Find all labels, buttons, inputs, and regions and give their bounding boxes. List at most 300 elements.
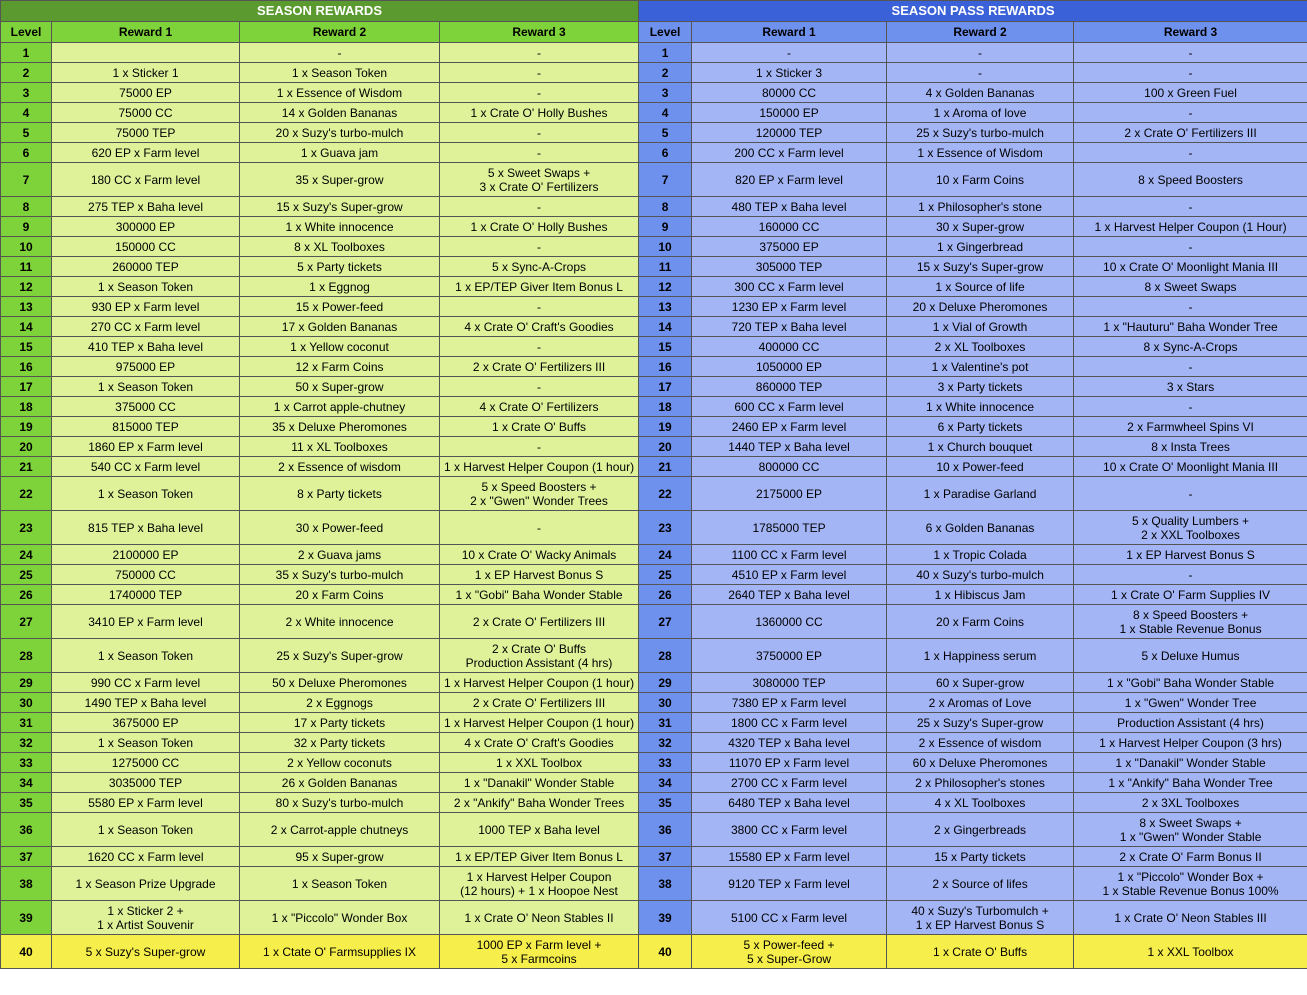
table-row [1,337,1307,357]
table-row [1,753,1307,773]
pass-reward2-cell: - [887,63,1074,83]
pass-level-cell: 22 [639,477,692,511]
pass-level-cell: 20 [639,437,692,457]
pass-level-cell: 14 [639,317,692,337]
season-reward1-cell: 1 x Season Token [52,477,240,511]
pass-reward2-cell: 1 x Philosopher's stone [887,197,1074,217]
pass-reward3-cell: 100 x Green Fuel [1074,83,1307,103]
pass-reward3-cell: Production Assistant (4 hrs) [1074,713,1307,733]
pass-reward1-cell: 480 TEP x Baha level [692,197,887,217]
pass-reward2-cell: 4 x Golden Bananas [887,83,1074,103]
season-reward1-cell: 3035000 TEP [52,773,240,793]
season-level-header: Level [1,22,52,43]
season-reward2-cell: 8 x Party tickets [240,477,440,511]
pass-reward3-cell: 8 x Speed Boosters + 1 x Stable Revenue Bonus [1074,605,1307,639]
pass-reward3-cell: - [1074,197,1307,217]
pass-level-cell: 9 [639,217,692,237]
season-reward2-cell: 15 x Power-feed [240,297,440,317]
pass-reward2-cell: 1 x Tropic Colada [887,545,1074,565]
pass-reward2-cell: 30 x Super-grow [887,217,1074,237]
pass-reward3-cell: - [1074,565,1307,585]
season-rewards-banner: SEASON REWARDS [1,1,639,22]
pass-reward1-cell: 200 CC x Farm level [692,143,887,163]
season-reward2-cell: 2 x Yellow coconuts [240,753,440,773]
season-reward3-cell: 4 x Crate O' Craft's Goodies [440,317,639,337]
season-reward1-cell: 5 x Suzy's Super-grow [52,935,240,969]
season-level-cell: 28 [1,639,52,673]
season-level-cell: 20 [1,437,52,457]
season-reward3-cell: 1000 TEP x Baha level [440,813,639,847]
table-row [1,773,1307,793]
pass-reward1-cell: 860000 TEP [692,377,887,397]
season-reward1-cell: 75000 CC [52,103,240,123]
pass-reward3-cell: 8 x Sweet Swaps + 1 x "Gwen" Wonder Stable [1074,813,1307,847]
pass-reward3-cell: 1 x EP Harvest Bonus S [1074,545,1307,565]
season-level-cell: 26 [1,585,52,605]
season-reward3-cell: - [440,43,639,63]
season-reward3-cell: - [440,143,639,163]
table-row [1,317,1307,337]
table-row [1,639,1307,673]
season-level-cell: 6 [1,143,52,163]
season-level-cell: 16 [1,357,52,377]
table-row [1,63,1307,83]
season-reward3-cell: 2 x "Ankify" Baha Wonder Trees [440,793,639,813]
season-reward2-cell: 1 x Eggnog [240,277,440,297]
season-reward2-cell: 11 x XL Toolboxes [240,437,440,457]
season-reward1-cell: 750000 CC [52,565,240,585]
season-level-cell: 21 [1,457,52,477]
pass-reward3-cell: - [1074,477,1307,511]
table-row [1,143,1307,163]
pass-reward3-cell: 1 x "Ankify" Baha Wonder Tree [1074,773,1307,793]
pass-level-cell: 27 [639,605,692,639]
pass-reward2-cell: 15 x Party tickets [887,847,1074,867]
season-reward2-cell: 15 x Suzy's Super-grow [240,197,440,217]
season-reward1-cell: 150000 CC [52,237,240,257]
pass-reward3-cell: 1 x "Piccolo" Wonder Box + 1 x Stable Revenue Bonus 100% [1074,867,1307,901]
season-reward2-cell: 1 x Yellow coconut [240,337,440,357]
banner-row [1,1,1307,22]
season-reward1-cell: 1490 TEP x Baha level [52,693,240,713]
season-reward3-cell: 2 x Crate O' Fertilizers III [440,693,639,713]
pass-reward1-cell: 150000 EP [692,103,887,123]
season-level-cell: 2 [1,63,52,83]
pass-reward1-cell: 720 TEP x Baha level [692,317,887,337]
pass-reward3-cell: 8 x Speed Boosters [1074,163,1307,197]
pass-reward1-cell: 600 CC x Farm level [692,397,887,417]
pass-reward2-cell: 1 x Essence of Wisdom [887,143,1074,163]
pass-reward1-cell: 820 EP x Farm level [692,163,887,197]
season-level-cell: 15 [1,337,52,357]
season-reward3-cell: 1 x Harvest Helper Coupon (1 hour) [440,713,639,733]
table-row [1,237,1307,257]
season-reward3-cell: 1 x "Danakil" Wonder Stable [440,773,639,793]
season-reward2-cell: 1 x Ctate O' Farmsupplies IX [240,935,440,969]
season-reward1-cell [52,43,240,63]
season-reward3-cell: 5 x Speed Boosters + 2 x "Gwen" Wonder Trees [440,477,639,511]
season-level-cell: 12 [1,277,52,297]
pass-reward2-cell: 60 x Super-grow [887,673,1074,693]
table-row [1,733,1307,753]
pass-level-cell: 30 [639,693,692,713]
season-reward1-cell: 75000 TEP [52,123,240,143]
pass-reward3-cell: - [1074,397,1307,417]
season-reward2-cell: 2 x Guava jams [240,545,440,565]
season-reward3-cell: - [440,511,639,545]
table-row [1,417,1307,437]
pass-reward2-cell: 2 x Philosopher's stones [887,773,1074,793]
season-level-cell: 7 [1,163,52,197]
season-reward2-cell: 35 x Suzy's turbo-mulch [240,565,440,585]
season-reward1-cell: 1 x Season Token [52,813,240,847]
season-reward1-cell: 1620 CC x Farm level [52,847,240,867]
season-reward3-cell: 5 x Sync-A-Crops [440,257,639,277]
table-row [1,123,1307,143]
pass-reward1-cell: 800000 CC [692,457,887,477]
pass-reward1-cell: 300 CC x Farm level [692,277,887,297]
pass-reward2-cell: 2 x Gingerbreads [887,813,1074,847]
pass-reward2-cell: 1 x Paradise Garland [887,477,1074,511]
season-reward3-cell: 1 x Harvest Helper Coupon (1 hour) [440,457,639,477]
season-reward3-cell: - [440,377,639,397]
season-level-cell: 18 [1,397,52,417]
table-row [1,813,1307,847]
pass-reward3-header: Reward 3 [1074,22,1307,43]
pass-reward1-cell: 305000 TEP [692,257,887,277]
season-level-cell: 9 [1,217,52,237]
pass-level-cell: 17 [639,377,692,397]
pass-reward2-cell: 25 x Suzy's Super-grow [887,713,1074,733]
pass-reward2-cell: 1 x Vial of Growth [887,317,1074,337]
pass-reward2-cell: 1 x Happiness serum [887,639,1074,673]
season-reward3-cell: 10 x Crate O' Wacky Animals [440,545,639,565]
season-reward2-cell: 1 x Carrot apple-chutney [240,397,440,417]
pass-reward3-cell: - [1074,357,1307,377]
pass-level-cell: 13 [639,297,692,317]
pass-level-cell: 10 [639,237,692,257]
table-row [1,297,1307,317]
season-level-cell: 39 [1,901,52,935]
season-reward2-cell: 20 x Farm Coins [240,585,440,605]
season-level-cell: 22 [1,477,52,511]
table-row [1,457,1307,477]
pass-reward1-cell: 1100 CC x Farm level [692,545,887,565]
season-reward3-cell: 2 x Crate O' Fertilizers III [440,357,639,377]
season-reward3-cell: 1 x Harvest Helper Coupon (1 hour) [440,673,639,693]
season-reward1-cell: 990 CC x Farm level [52,673,240,693]
pass-reward3-cell: - [1074,237,1307,257]
pass-reward2-cell: 40 x Suzy's Turbomulch + 1 x EP Harvest Bonus S [887,901,1074,935]
season-reward2-cell: 12 x Farm Coins [240,357,440,377]
table-row [1,713,1307,733]
pass-reward1-cell: 1 x Sticker 3 [692,63,887,83]
pass-reward1-cell: 375000 EP [692,237,887,257]
season-level-cell: 10 [1,237,52,257]
pass-reward3-cell: 2 x 3XL Toolboxes [1074,793,1307,813]
season-reward1-cell: 3410 EP x Farm level [52,605,240,639]
season-reward2-cell: 50 x Deluxe Pheromones [240,673,440,693]
table-row [1,437,1307,457]
pass-level-cell: 6 [639,143,692,163]
season-reward1-cell: 300000 EP [52,217,240,237]
season-reward2-cell: 2 x Carrot-apple chutneys [240,813,440,847]
season-reward1-cell: 1 x Season Token [52,639,240,673]
pass-reward2-cell: 10 x Power-feed [887,457,1074,477]
season-reward2-cell: 30 x Power-feed [240,511,440,545]
season-reward2-cell: 26 x Golden Bananas [240,773,440,793]
table-row [1,257,1307,277]
season-reward1-cell: 2100000 EP [52,545,240,565]
pass-level-cell: 25 [639,565,692,585]
pass-reward1-cell: 120000 TEP [692,123,887,143]
pass-reward1-cell: 2700 CC x Farm level [692,773,887,793]
season-reward1-cell: 75000 EP [52,83,240,103]
pass-level-cell: 23 [639,511,692,545]
pass-reward3-cell: 1 x "Hauturu" Baha Wonder Tree [1074,317,1307,337]
pass-reward1-cell: 6480 TEP x Baha level [692,793,887,813]
pass-reward1-header: Reward 1 [692,22,887,43]
season-reward2-cell: 2 x White innocence [240,605,440,639]
pass-reward1-cell: 400000 CC [692,337,887,357]
season-reward3-cell: 4 x Crate O' Fertilizers [440,397,639,417]
pass-reward1-cell: 1800 CC x Farm level [692,713,887,733]
season-reward3-cell: - [440,297,639,317]
season-reward1-cell: 5580 EP x Farm level [52,793,240,813]
season-reward3-header: Reward 3 [440,22,639,43]
pass-reward3-cell: 1 x "Danakil" Wonder Stable [1074,753,1307,773]
pass-reward2-cell: 1 x Church bouquet [887,437,1074,457]
pass-level-cell: 31 [639,713,692,733]
table-row [1,277,1307,297]
season-reward2-cell: 25 x Suzy's Super-grow [240,639,440,673]
season-reward2-cell: 50 x Super-grow [240,377,440,397]
season-reward2-header: Reward 2 [240,22,440,43]
pass-level-header: Level [639,22,692,43]
pass-reward2-cell: 3 x Party tickets [887,377,1074,397]
season-level-cell: 25 [1,565,52,585]
season-reward3-cell: 1 x EP/TEP Giver Item Bonus L [440,847,639,867]
pass-reward3-cell: 1 x Harvest Helper Coupon (3 hrs) [1074,733,1307,753]
season-level-cell: 40 [1,935,52,969]
pass-level-cell: 2 [639,63,692,83]
pass-reward3-cell: - [1074,43,1307,63]
table-row [1,793,1307,813]
table-row [1,605,1307,639]
pass-reward3-cell: 2 x Crate O' Fertilizers III [1074,123,1307,143]
pass-reward1-cell: 2460 EP x Farm level [692,417,887,437]
season-level-cell: 36 [1,813,52,847]
season-reward3-cell: 2 x Crate O' Fertilizers III [440,605,639,639]
table-row [1,935,1307,969]
pass-reward3-cell: 8 x Sync-A-Crops [1074,337,1307,357]
pass-reward3-cell: - [1074,143,1307,163]
table-row [1,103,1307,123]
pass-reward1-cell: 3800 CC x Farm level [692,813,887,847]
season-reward3-cell: 5 x Sweet Swaps + 3 x Crate O' Fertilizers [440,163,639,197]
pass-reward1-cell: 3750000 EP [692,639,887,673]
season-reward3-cell: 1 x Crate O' Holly Bushes [440,103,639,123]
pass-reward1-cell: 4510 EP x Farm level [692,565,887,585]
season-reward1-cell: 1275000 CC [52,753,240,773]
table-row [1,901,1307,935]
pass-level-cell: 8 [639,197,692,217]
pass-reward3-cell: - [1074,103,1307,123]
season-reward2-cell: 2 x Essence of wisdom [240,457,440,477]
season-reward3-cell: 2 x Crate O' Buffs Production Assistant (4 hrs) [440,639,639,673]
pass-reward3-cell: 5 x Deluxe Humus [1074,639,1307,673]
table-row [1,673,1307,693]
pass-reward2-cell: 1 x Source of life [887,277,1074,297]
pass-reward3-cell: 1 x Crate O' Farm Supplies IV [1074,585,1307,605]
pass-reward1-cell: 1360000 CC [692,605,887,639]
season-reward2-cell: 20 x Suzy's turbo-mulch [240,123,440,143]
pass-reward3-cell: 1 x "Gobi" Baha Wonder Stable [1074,673,1307,693]
season-level-cell: 32 [1,733,52,753]
season-reward2-cell: 35 x Super-grow [240,163,440,197]
season-reward2-cell: 35 x Deluxe Pheromones [240,417,440,437]
pass-reward2-cell: 20 x Farm Coins [887,605,1074,639]
season-reward3-cell: - [440,123,639,143]
season-reward2-cell: 1 x Season Token [240,63,440,83]
season-reward3-cell: 1 x XXL Toolbox [440,753,639,773]
rewards-rows [1,43,1307,969]
pass-reward3-cell: - [1074,63,1307,83]
table-row [1,511,1307,545]
pass-reward2-cell: 2 x Aromas of Love [887,693,1074,713]
table-row [1,83,1307,103]
pass-level-cell: 39 [639,901,692,935]
pass-level-cell: 38 [639,867,692,901]
season-level-cell: 1 [1,43,52,63]
pass-reward2-cell: 10 x Farm Coins [887,163,1074,197]
table-row [1,477,1307,511]
pass-reward2-cell: 4 x XL Toolboxes [887,793,1074,813]
pass-level-cell: 36 [639,813,692,847]
season-level-cell: 11 [1,257,52,277]
pass-reward2-cell: 2 x Source of lifes [887,867,1074,901]
table-row [1,545,1307,565]
season-reward1-cell: 815000 TEP [52,417,240,437]
table-row [1,867,1307,901]
pass-reward3-cell: - [1074,297,1307,317]
season-level-cell: 13 [1,297,52,317]
pass-reward3-cell: 10 x Crate O' Moonlight Mania III [1074,457,1307,477]
table-row [1,197,1307,217]
pass-level-cell: 28 [639,639,692,673]
season-level-cell: 24 [1,545,52,565]
season-reward1-cell: 930 EP x Farm level [52,297,240,317]
pass-reward2-cell: 1 x Gingerbread [887,237,1074,257]
pass-reward3-cell: 10 x Crate O' Moonlight Mania III [1074,257,1307,277]
season-reward2-cell: 17 x Golden Bananas [240,317,440,337]
pass-reward2-cell: 2 x XL Toolboxes [887,337,1074,357]
season-reward3-cell: - [440,83,639,103]
pass-level-cell: 35 [639,793,692,813]
season-level-cell: 27 [1,605,52,639]
table-row [1,217,1307,237]
season-reward3-cell: 1 x Crate O' Holly Bushes [440,217,639,237]
pass-reward1-cell: 1050000 EP [692,357,887,377]
pass-level-cell: 15 [639,337,692,357]
season-reward3-cell: 1 x Crate O' Buffs [440,417,639,437]
pass-reward3-cell: 3 x Stars [1074,377,1307,397]
season-reward1-cell: 275 TEP x Baha level [52,197,240,217]
pass-level-cell: 33 [639,753,692,773]
season-reward3-cell: - [440,437,639,457]
header-row [1,22,1307,43]
season-level-cell: 29 [1,673,52,693]
pass-level-cell: 26 [639,585,692,605]
season-reward2-cell: 8 x XL Toolboxes [240,237,440,257]
season-level-cell: 38 [1,867,52,901]
pass-reward2-cell: 25 x Suzy's turbo-mulch [887,123,1074,143]
pass-reward2-cell: 60 x Deluxe Pheromones [887,753,1074,773]
pass-level-cell: 7 [639,163,692,197]
season-reward2-cell: 17 x Party tickets [240,713,440,733]
season-reward1-cell: 540 CC x Farm level [52,457,240,477]
pass-reward1-cell: 2640 TEP x Baha level [692,585,887,605]
season-reward1-cell: 3675000 EP [52,713,240,733]
pass-reward3-cell: 8 x Sweet Swaps [1074,277,1307,297]
season-reward1-cell: 1 x Season Token [52,277,240,297]
pass-level-cell: 3 [639,83,692,103]
season-reward2-cell: 95 x Super-grow [240,847,440,867]
season-level-cell: 30 [1,693,52,713]
pass-level-cell: 16 [639,357,692,377]
pass-reward2-cell: 1 x White innocence [887,397,1074,417]
pass-level-cell: 34 [639,773,692,793]
pass-level-cell: 5 [639,123,692,143]
season-level-cell: 23 [1,511,52,545]
pass-reward2-header: Reward 2 [887,22,1074,43]
table-row [1,397,1307,417]
season-reward3-cell: 4 x Crate O' Craft's Goodies [440,733,639,753]
season-reward1-cell: 815 TEP x Baha level [52,511,240,545]
pass-reward2-cell: 15 x Suzy's Super-grow [887,257,1074,277]
pass-reward1-cell: 11070 EP x Farm level [692,753,887,773]
pass-level-cell: 11 [639,257,692,277]
pass-level-cell: 32 [639,733,692,753]
season-reward3-cell: - [440,63,639,83]
pass-level-cell: 40 [639,935,692,969]
pass-reward2-cell: 1 x Aroma of love [887,103,1074,123]
table-row [1,565,1307,585]
season-reward2-cell: 1 x White innocence [240,217,440,237]
season-reward2-cell: 2 x Eggnogs [240,693,440,713]
season-reward1-cell: 1 x Season Prize Upgrade [52,867,240,901]
table-row [1,163,1307,197]
season-level-cell: 37 [1,847,52,867]
pass-level-cell: 24 [639,545,692,565]
season-reward2-cell: - [240,43,440,63]
table-row [1,357,1307,377]
pass-reward1-cell: 5100 CC x Farm level [692,901,887,935]
pass-reward3-cell: 1 x Crate O' Neon Stables III [1074,901,1307,935]
pass-reward2-cell: 2 x Essence of wisdom [887,733,1074,753]
season-level-cell: 14 [1,317,52,337]
pass-reward2-cell: 1 x Crate O' Buffs [887,935,1074,969]
season-reward3-cell: 1 x EP Harvest Bonus S [440,565,639,585]
pass-reward1-cell: 2175000 EP [692,477,887,511]
pass-reward1-cell: 160000 CC [692,217,887,237]
season-reward1-cell: 270 CC x Farm level [52,317,240,337]
season-level-cell: 34 [1,773,52,793]
pass-level-cell: 19 [639,417,692,437]
season-reward1-cell: 1860 EP x Farm level [52,437,240,457]
table-row [1,693,1307,713]
season-level-cell: 19 [1,417,52,437]
